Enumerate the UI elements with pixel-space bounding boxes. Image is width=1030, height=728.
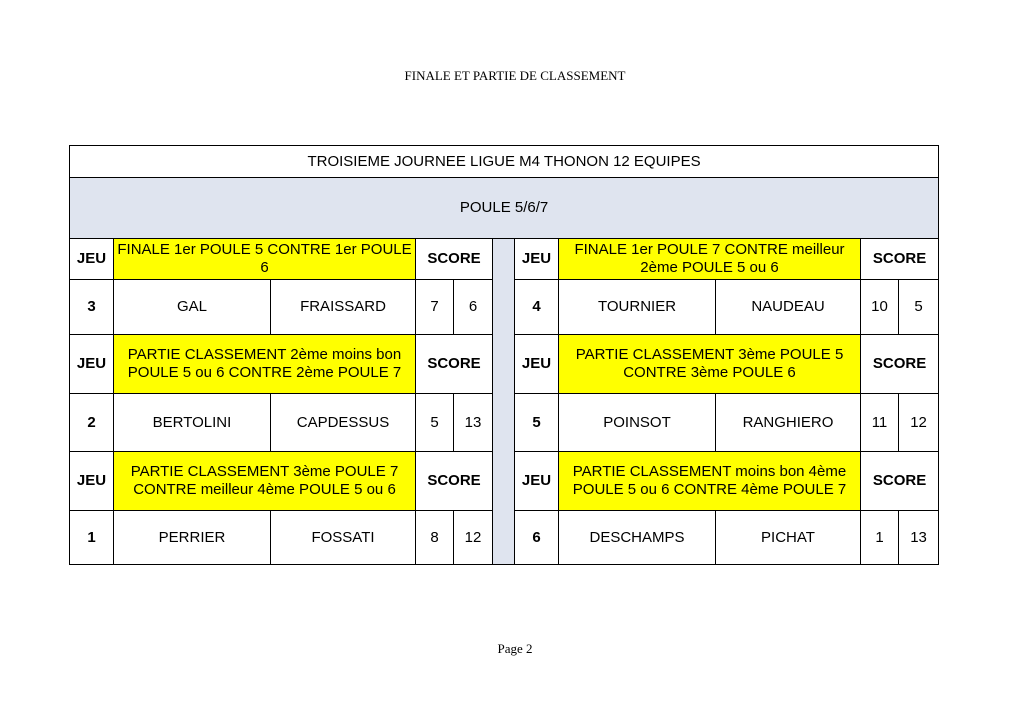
match-header-row [70, 239, 939, 280]
jeu-number: 3 [70, 280, 114, 335]
score-label: SCORE [416, 452, 493, 511]
score-value: 8 [416, 511, 454, 565]
team-name: GAL [114, 280, 271, 335]
team-name: NAUDEAU [716, 280, 861, 335]
team-name: FRAISSARD [271, 280, 416, 335]
score-value: 1 [861, 511, 899, 565]
score-value: 5 [899, 280, 939, 335]
team-name: TOURNIER [559, 280, 716, 335]
results-table [69, 145, 939, 565]
poule-title: POULE 5/6/7 [70, 178, 939, 239]
page-header: FINALE ET PARTIE DE CLASSEMENT [404, 68, 626, 83]
score-label: SCORE [416, 239, 493, 280]
jeu-number: 4 [515, 280, 559, 335]
score-label: SCORE [861, 239, 939, 280]
jeu-number: 1 [70, 511, 114, 565]
jeu-number: 5 [515, 394, 559, 452]
table-title: TROISIEME JOURNEE LIGUE M4 THONON 12 EQUIPES [70, 146, 939, 178]
score-value: 7 [416, 280, 454, 335]
team-name: PERRIER [114, 511, 271, 565]
jeu-label: JEU [515, 452, 559, 511]
match-title: FINALE 1er POULE 5 CONTRE 1er POULE 6 [114, 239, 416, 280]
match-title: FINALE 1er POULE 7 CONTRE meilleur 2ème POULE 5 ou 6 [559, 239, 861, 280]
team-name: POINSOT [559, 394, 716, 452]
match-title: PARTIE CLASSEMENT 3ème POULE 5 CONTRE 3ème POULE 6 [559, 335, 861, 394]
score-label: SCORE [416, 335, 493, 394]
jeu-number: 6 [515, 511, 559, 565]
page-footer: Page 2 [497, 641, 533, 656]
jeu-label: JEU [70, 239, 114, 280]
team-name: CAPDESSUS [271, 394, 416, 452]
match-title: PARTIE CLASSEMENT 3ème POULE 7 CONTRE meilleur 4ème POULE 5 ou 6 [114, 452, 416, 511]
score-value: 6 [454, 280, 493, 335]
team-name: DESCHAMPS [559, 511, 716, 565]
score-value: 13 [899, 511, 939, 565]
score-label: SCORE [861, 335, 939, 394]
team-name: BERTOLINI [114, 394, 271, 452]
match-title: PARTIE CLASSEMENT 2ème moins bon POULE 5 ou 6 CONTRE 2ème POULE 7 [114, 335, 416, 394]
match-title: PARTIE CLASSEMENT moins bon 4ème POULE 5 ou 6 CONTRE 4ème POULE 7 [559, 452, 861, 511]
score-label: SCORE [861, 452, 939, 511]
score-value: 12 [899, 394, 939, 452]
jeu-label: JEU [70, 335, 114, 394]
team-name: FOSSATI [271, 511, 416, 565]
team-name: PICHAT [716, 511, 861, 565]
score-value: 11 [861, 394, 899, 452]
team-name: RANGHIERO [716, 394, 861, 452]
jeu-label: JEU [515, 239, 559, 280]
jeu-number: 2 [70, 394, 114, 452]
score-value: 12 [454, 511, 493, 565]
jeu-label: JEU [515, 335, 559, 394]
score-value: 10 [861, 280, 899, 335]
jeu-label: JEU [70, 452, 114, 511]
score-value: 5 [416, 394, 454, 452]
score-value: 13 [454, 394, 493, 452]
column-separator [493, 239, 515, 565]
